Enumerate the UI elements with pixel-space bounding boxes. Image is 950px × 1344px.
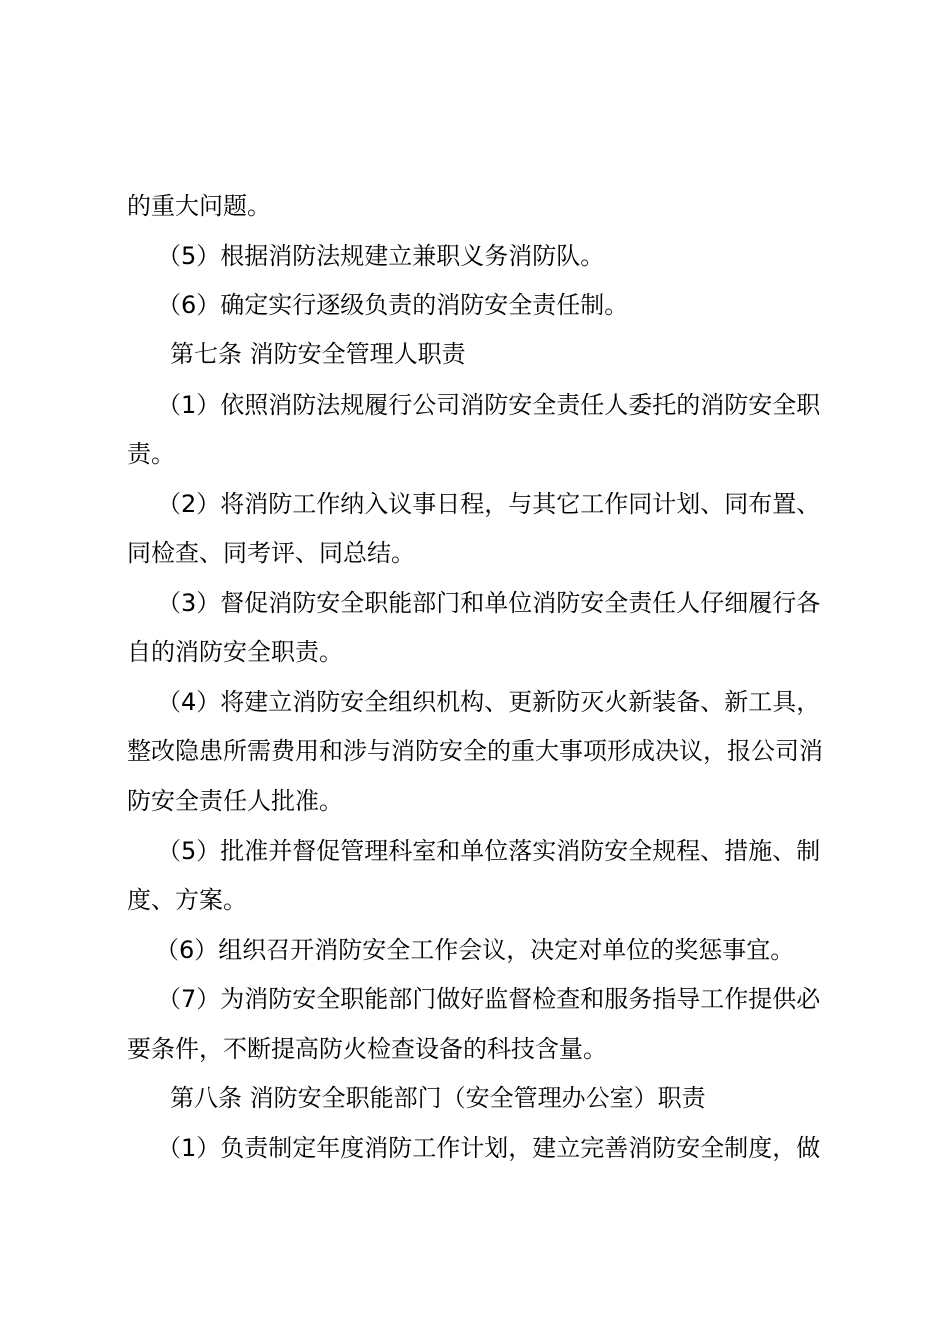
list-item-5: （5）根据消防法规建立兼职义务消防队。 [157, 242, 605, 270]
article-7-item-5: （5）批准并督促管理科室和单位落实消防安全规程、措施、制 [157, 837, 821, 865]
article-7-item-2: （2）将消防工作纳入议事日程，与其它工作同计划、同布置、 [157, 490, 821, 518]
article-7-item-7: （7）为消防安全职能部门做好监督检查和服务指导工作提供必 [157, 985, 821, 1013]
article-7-item-4-cont: 整改隐患所需费用和涉与消防安全的重大事项形成决议，报公司消 [127, 737, 823, 765]
article-7-item-3-cont: 自的消防安全职责。 [127, 638, 343, 666]
text-line-continuation: 的重大问题。 [127, 192, 271, 220]
article-8-heading: 第八条 消防安全职能部门（安全管理办公室）职责 [170, 1084, 706, 1112]
article-7-item-3: （3）督促消防安全职能部门和单位消防安全责任人仔细履行各 [157, 589, 821, 617]
article-8-item-1: （1）负责制定年度消防工作计划，建立完善消防安全制度，做 [157, 1134, 821, 1162]
article-7-item-5-cont: 度、方案。 [127, 886, 247, 914]
article-7-heading: 第七条 消防安全管理人职责 [170, 340, 466, 368]
article-7-item-1-cont: 责。 [127, 440, 175, 468]
article-7-item-1: （1）依照消防法规履行公司消防安全责任人委托的消防安全职 [157, 391, 821, 419]
article-7-item-6: （6）组织召开消防安全工作会议，决定对单位的奖惩事宜。 [155, 936, 795, 964]
article-7-item-2-cont: 同检查、同考评、同总结。 [127, 539, 415, 567]
article-7-item-4-cont-2: 防安全责任人批准。 [127, 787, 343, 815]
list-item-6: （6）确定实行逐级负责的消防安全责任制。 [157, 291, 629, 319]
article-7-item-7-cont: 要条件，不断提高防火检查设备的科技含量。 [127, 1035, 607, 1063]
article-7-item-4: （4）将建立消防安全组织机构、更新防灭火新装备、新工具， [157, 688, 821, 716]
